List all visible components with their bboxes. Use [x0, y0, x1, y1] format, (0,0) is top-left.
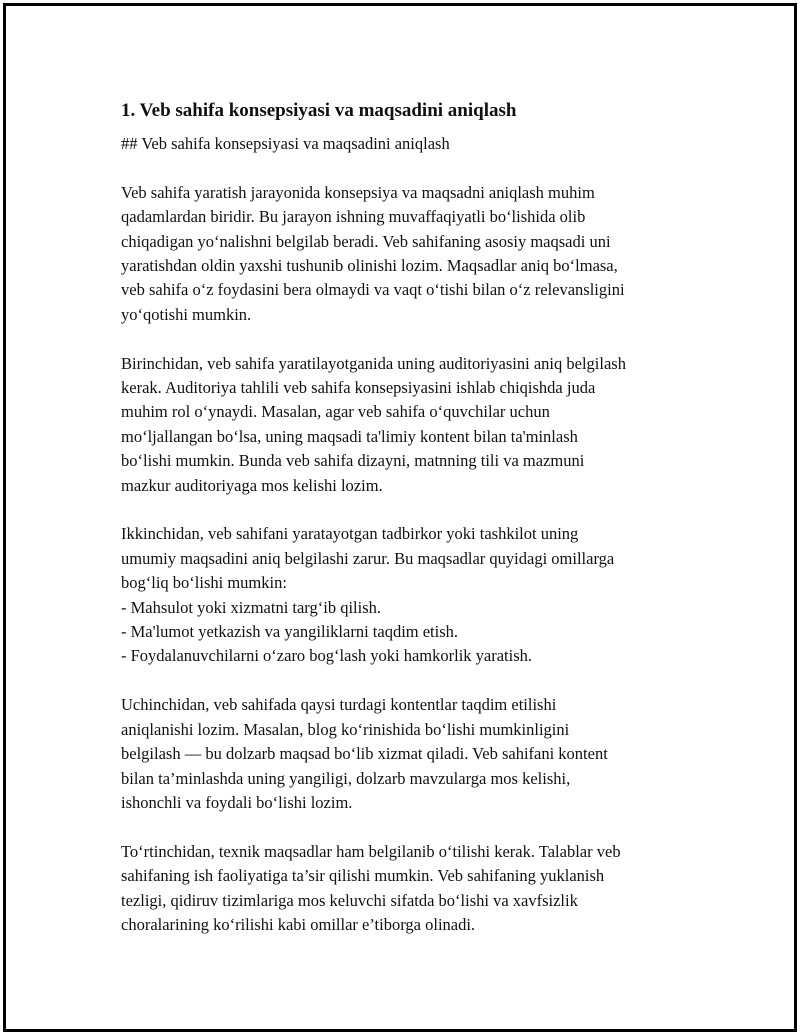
list-item: - Foydalanuvchilarni o‘zaro bog‘lash yoki hamkorlik yaratish. [121, 646, 533, 666]
paragraph-line: yaratishdan oldin yaxshi tushunib olinishi lozim. Maqsadlar aniq bo‘lmasa, [121, 256, 618, 276]
paragraph-line: To‘rtinchidan, texnik maqsadlar ham belgilanib o‘tilishi kerak. Talablar veb [121, 841, 621, 861]
document-body [121, 98, 711, 962]
paragraph-line: Veb sahifa yaratish jarayonida konsepsiya va maqsadni aniqlash muhim [121, 182, 595, 202]
paragraph-line: belgilash — bu dolzarb maqsad bo‘lib xizmat qiladi. Veb sahifani kontent [121, 744, 608, 764]
page-frame [3, 3, 797, 1032]
paragraph-line: bog‘liq bo‘lishi mumkin: [121, 573, 287, 593]
paragraph-line: aniqlanishi lozim. Masalan, blog ko‘rinishida bo‘lishi mumkinligini [121, 719, 570, 739]
document-title: 1. Veb sahifa konsepsiyasi va maqsadini aniqlash [121, 100, 517, 121]
paragraph-line: Uchinchidan, veb sahifada qaysi turdagi kontentlar taqdim etilishi [121, 695, 557, 715]
paragraph-line: choralarining ko‘rilishi kabi omillar e’tiborga olinadi. [121, 914, 476, 934]
section-subheading: ## Veb sahifa konsepsiyasi va maqsadini aniqlash [121, 134, 450, 153]
paragraph-third [121, 693, 711, 815]
paragraph-intro [121, 181, 711, 327]
paragraph-first [121, 352, 711, 498]
paragraph-line: sahifaning ish faoliyatiga ta’sir qilishi mumkin. Veb sahifaning yuklanish [121, 866, 605, 886]
paragraph-line: yo‘qotishi mumkin. [121, 304, 252, 324]
paragraph-line: veb sahifa o‘z foydasini bera olmaydi va vaqt o‘tishi bilan o‘z relevansligini [121, 280, 625, 300]
paragraph-line: ishonchli va foydali bo‘lishi lozim. [121, 792, 353, 812]
paragraph-line: qadamlardan biridir. Bu jarayon ishning muvaffaqiyatli bo‘lishida olib [121, 207, 586, 227]
list-item: - Mahsulot yoki xizmatni targ‘ib qilish. [121, 597, 382, 617]
paragraph-line: mo‘ljallangan bo‘lsa, uning maqsadi ta'limiy kontent bilan ta'minlash [121, 426, 578, 446]
paragraph-line: kerak. Auditoriya tahlili veb sahifa konsepsiyasini ishlab chiqishda juda [121, 378, 596, 398]
paragraph-line: mazkur auditoriyaga mos kelishi lozim. [121, 475, 383, 495]
paragraph-fourth [121, 840, 711, 938]
list-item: - Ma'lumot yetkazish va yangiliklarni taqdim etish. [121, 622, 459, 642]
paragraph-line: chiqadigan yo‘nalishni belgilab beradi. Veb sahifaning asosiy maqsadi uni [121, 231, 611, 251]
paragraph-line: Birinchidan, veb sahifa yaratilayotganida uning auditoriyasini aniq belgilash [121, 353, 626, 373]
paragraph-line: Ikkinchidan, veb sahifani yaratayotgan tadbirkor yoki tashkilot uning [121, 524, 579, 544]
paragraph-line: tezligi, qidiruv tizimlariga mos keluvchi sifatda bo‘lishi va xavfsizlik [121, 890, 578, 910]
paragraph-second [121, 522, 711, 668]
paragraph-line: muhim rol o‘ynaydi. Masalan, agar veb sahifa o‘quvchilar uchun [121, 402, 550, 422]
paragraph-line: bilan ta’minlashda uning yangiligi, dolzarb mavzularga mos kelishi, [121, 768, 571, 788]
paragraph-line: umumiy maqsadini aniq belgilashi zarur. Bu maqsadlar quyidagi omillarga [121, 548, 615, 568]
paragraph-line: bo‘lishi mumkin. Bunda veb sahifa dizayni, matnning tili va mazmuni [121, 451, 585, 471]
